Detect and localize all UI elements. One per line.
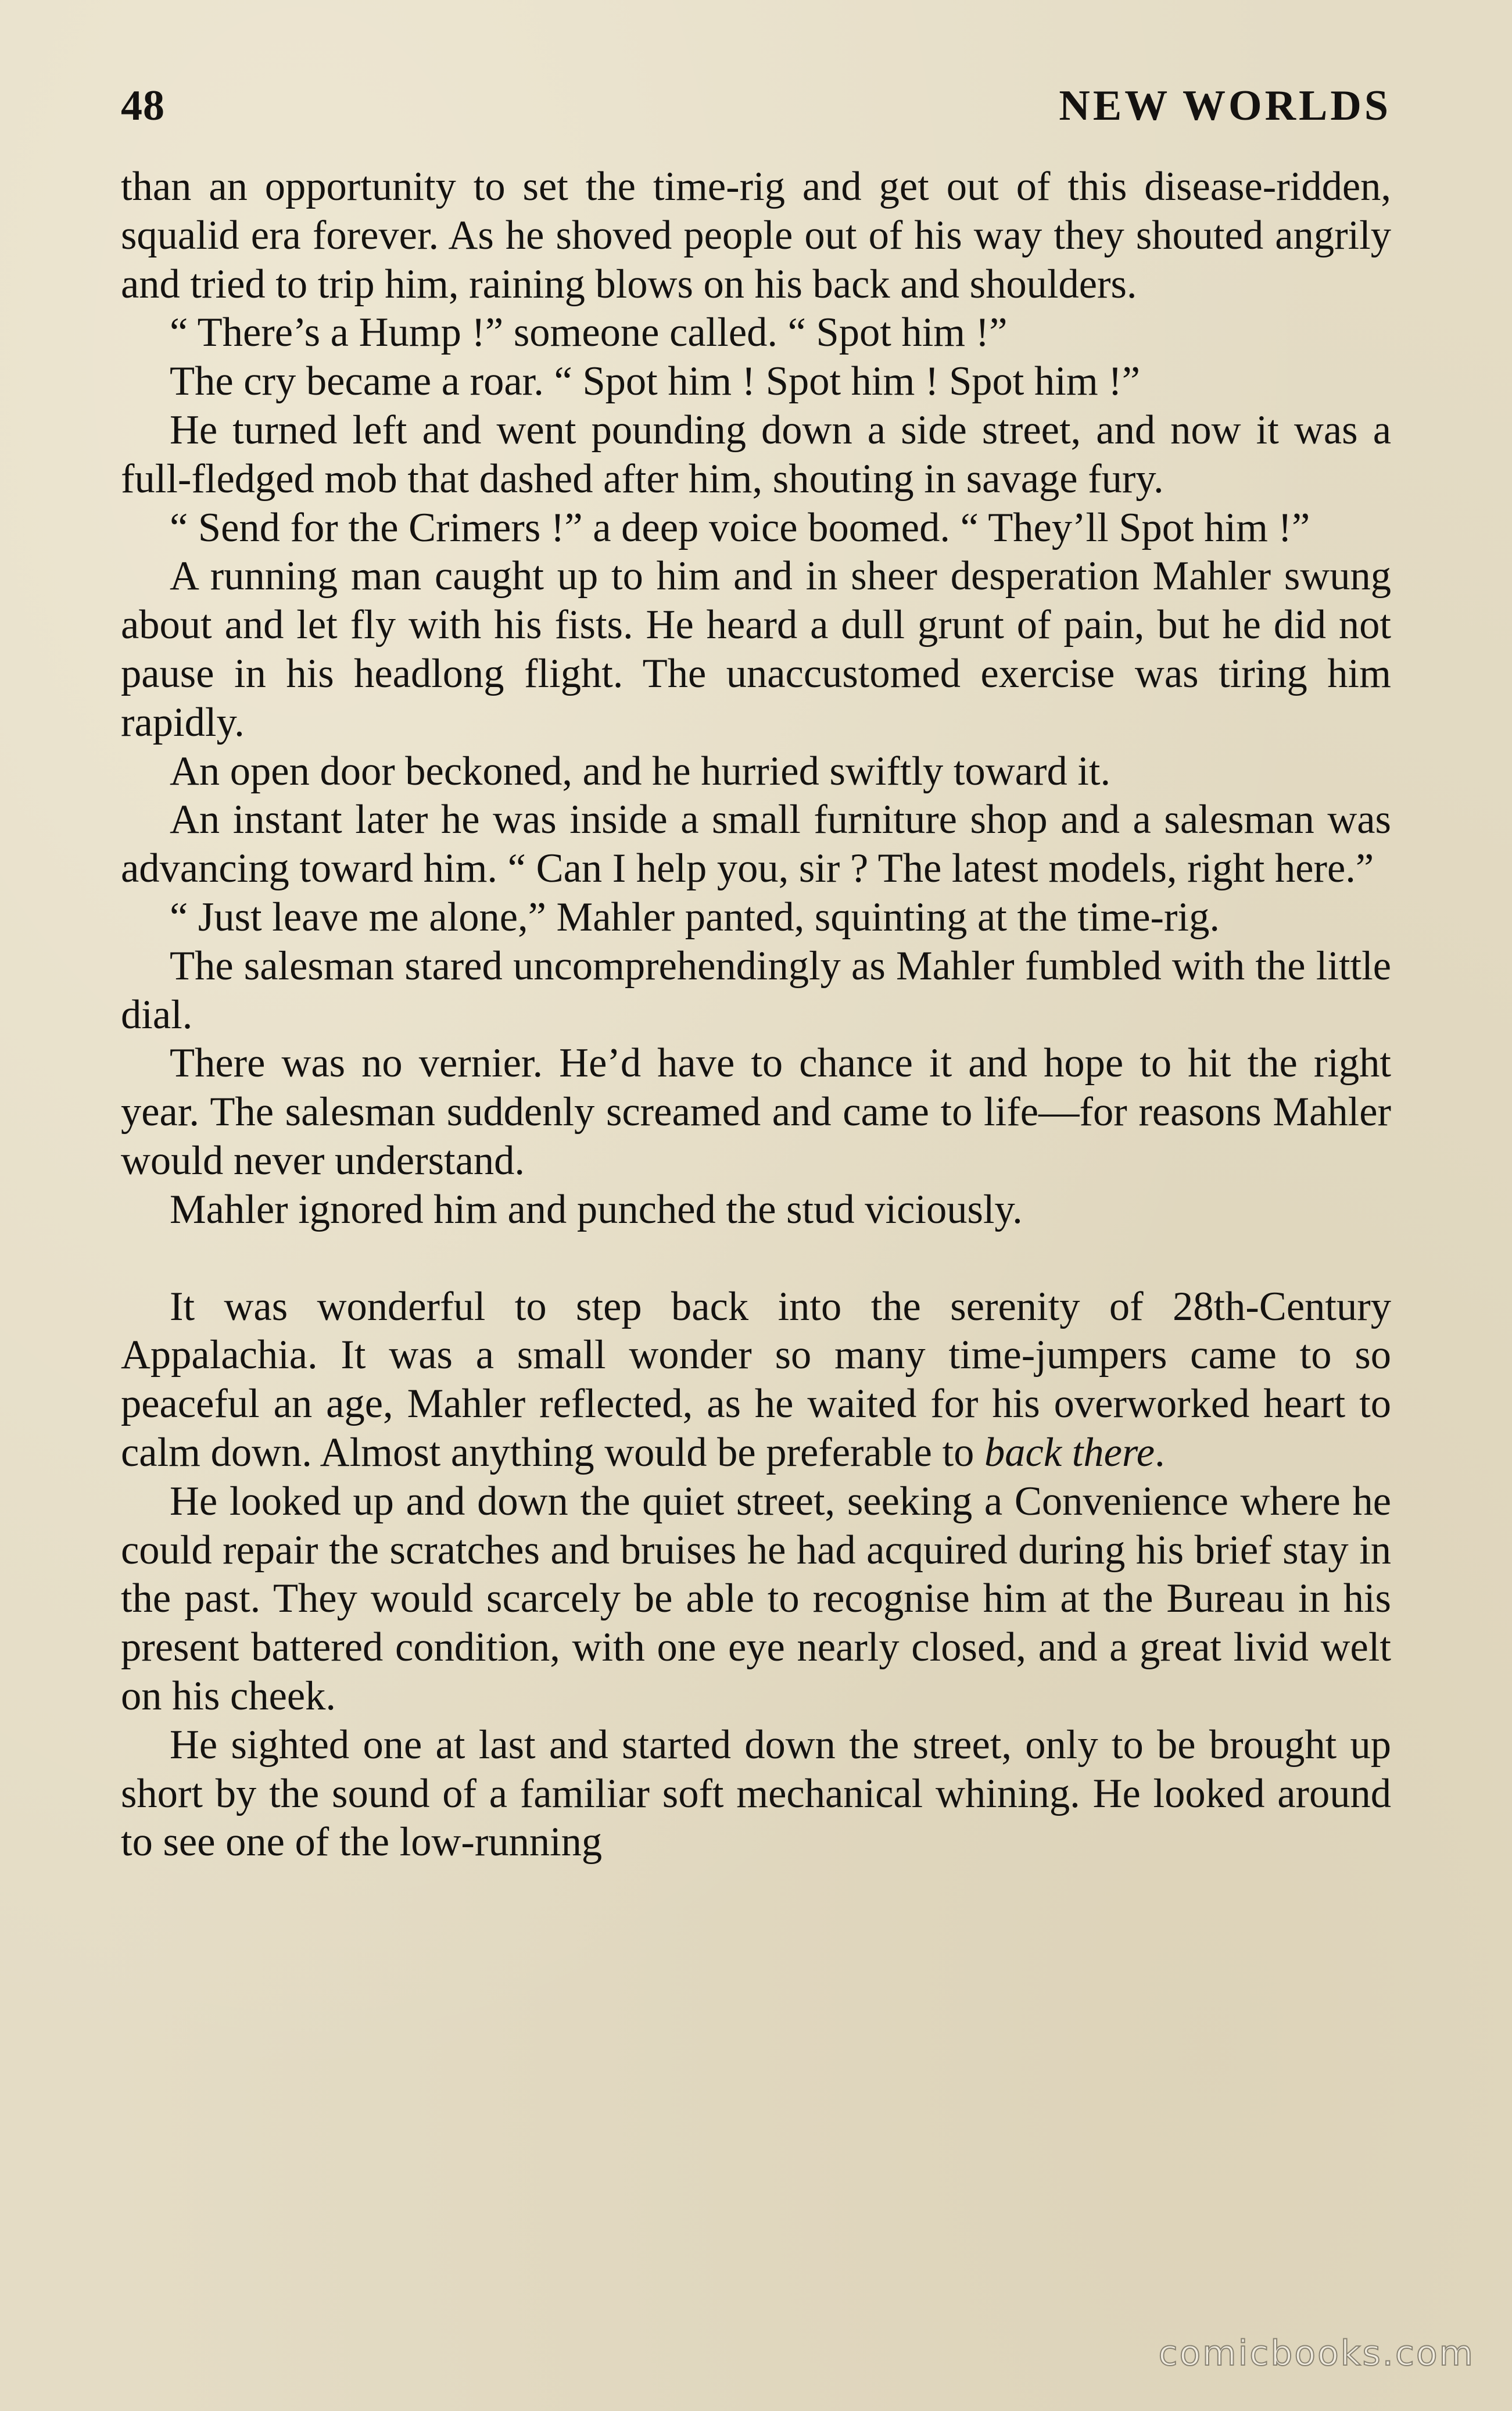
page-header [121, 81, 1391, 137]
italic-phrase: back there [984, 1429, 1155, 1475]
page-number: 48 [121, 82, 165, 130]
paragraph-text: It was wonderful to step back into the serenity of 28th-Century Appalachia. It was a small wonder so many time-jumpers came to so peaceful an age, Mahler reflected, as he waited for his overworked heart to calm down. Almost anything would be preferable to [121, 1283, 1391, 1475]
paragraph: A running man caught up to him and in sheer desperation Mahler swung about and let fly with his fists. He heard a dull grunt of pain, but he did not pause in his headlong flight. The unaccustomed exercise was tiring him rapidly. [121, 553, 1391, 745]
paragraph: “ There’s a Hump !” someone called. “ Spot him !” [170, 310, 1008, 356]
paragraph: An open door beckoned, and he hurried swiftly toward it. [170, 748, 1111, 794]
section-break [121, 1235, 1391, 1283]
paragraph: than an opportunity to set the time-rig and get out of this disease-ridden, squalid era forever. As he shoved people out of his way they shouted angrily and tried to trip him, raining blows on his back and shoulders. [121, 164, 1391, 307]
book-page [121, 81, 1391, 1867]
watermark: comicbooks.com [1158, 2333, 1475, 2374]
paragraph: The cry became a roar. “ Spot him ! Spot him ! Spot him !” [170, 359, 1141, 405]
paragraph: “ Just leave me alone,” Mahler panted, squinting at the time-rig. [170, 894, 1220, 940]
paragraph: The salesman stared uncomprehendingly as Mahler fumbled with the little dial. [121, 943, 1391, 1038]
paragraph: He turned left and went pounding down a side street, and now it was a full-fledged mob that dashed after him, shouting in savage fury. [121, 407, 1391, 502]
paragraph-text-end: . [1155, 1429, 1165, 1475]
paragraph: He sighted one at last and started down the street, only to be brought up short by the sound of a familiar soft mechanical whining. He looked around to see one of the low-running [121, 1722, 1391, 1865]
paragraph: An instant later he was inside a small furniture shop and a salesman was advancing toward him. “ Can I help you, sir ? The latest models, right here.” [121, 797, 1391, 892]
paragraph: Mahler ignored him and punched the stud viciously. [170, 1186, 1023, 1232]
paragraph: There was no vernier. He’d have to chance it and hope to hit the right year. The salesman suddenly screamed and came to life—for reasons Mahler would never understand. [121, 1040, 1391, 1183]
story-text [121, 163, 1391, 1867]
running-head: NEW WORLDS [1059, 82, 1391, 130]
paragraph: He looked up and down the quiet street, seeking a Convenience where he could repair the scratches and bruises he had acquired during his brief stay in the past. They would scarcely be able to recognise him at the Bureau in his present battered condition, with one eye nearly closed, and a great livid welt on his cheek. [121, 1478, 1391, 1719]
paragraph [121, 1283, 1391, 1478]
paragraph: “ Send for the Crimers !” a deep voice boomed. “ They’ll Spot him !” [170, 505, 1310, 550]
